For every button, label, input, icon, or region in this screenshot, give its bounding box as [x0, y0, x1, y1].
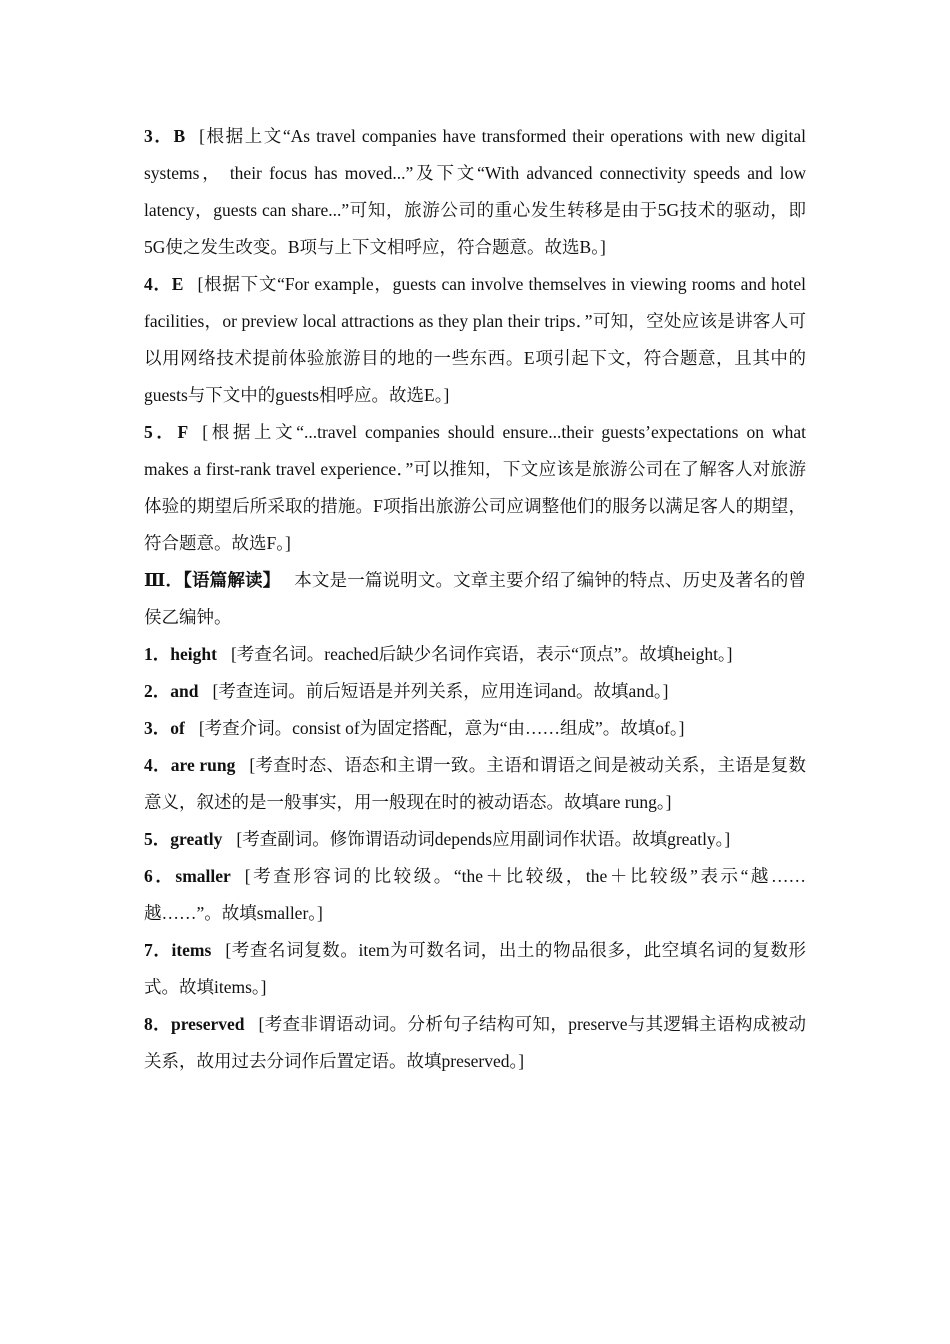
answer-item-3-of [144, 710, 806, 747]
section-summary: 本文是一篇说明文。文章主要介绍了编钟的特点、历史及著名的曾侯乙编钟。 [144, 570, 807, 627]
item-explanation: [考查名词。reached后缺少名词作宾语，表示“顶点”。故填height。] [230, 644, 733, 664]
answer-item-8-preserved [144, 1006, 806, 1080]
answer-item-7-items [144, 932, 806, 1006]
answer-item-4-are-rung [144, 747, 806, 821]
item-answer: greatly [170, 829, 223, 849]
item-number: 4． [144, 274, 172, 294]
item-answer: are rung [170, 755, 236, 775]
answer-item-5-greatly [144, 821, 806, 858]
item-explanation: [根据上文“As travel companies have transformed their operations with new digital systems， their focus has moved...”及下文“With advanced connectivity speeds and low latency，guests can share...”可知，旅游公司的重心发生转移是由于5G技术的驱动，即5G使之发生改变。B项与上下文相呼应，符合题意。故选B。] [144, 126, 806, 257]
answer-item-6-smaller [144, 858, 806, 932]
item-answer: smaller [175, 866, 231, 886]
section-number: Ⅲ． [144, 570, 184, 590]
item-explanation: [考查名词复数。item为可数名词，出土的物品很多，此空填名词的复数形式。故填items。] [144, 940, 807, 997]
item-number: 5． [144, 422, 178, 442]
item-explanation: [根据上文“...travel companies should ensure...their guests’expectations on what makes a first-rank travel experience．”可以推知，下文应该是旅游公司在了解客人对旅游体验的期望后所采取的措施。F项指出旅游公司应调整他们的服务以满足客人的期望，符合题意。故选F。] [144, 422, 806, 553]
item-number: 1． [144, 644, 171, 664]
item-answer: preserved [170, 1014, 245, 1034]
section-heading: 【语篇解读】 [183, 570, 281, 590]
item-number: 2． [144, 681, 171, 701]
item-number: 8． [144, 1014, 171, 1034]
item-answer: B [173, 126, 186, 146]
answer-item-3b [144, 118, 806, 266]
item-explanation: [考查时态、语态和主谓一致。主语和谓语之间是被动关系，主语是复数意义，叙述的是一般事实，用一般现在时的被动语态。故填are rung。] [144, 755, 807, 812]
item-explanation: [考查形容词的比较级。“the＋比较级，the＋比较级”表示“越……越……”。故填smaller。] [144, 866, 807, 923]
item-answer: and [170, 681, 199, 701]
item-answer: items [171, 940, 212, 960]
item-number: 5． [144, 829, 171, 849]
item-number: 6． [144, 866, 176, 886]
item-explanation: [考查非谓语动词。分析句子结构可知，preserve与其逻辑主语构成被动关系，故用过去分词作后置定语。故填preserved。] [144, 1014, 807, 1071]
item-answer: F [177, 422, 189, 442]
item-explanation: [根据下文“For example，guests can involve themselves in viewing rooms and hotel facilities，or preview local attractions as they plan their trips．”可知，空处应该是讲客人可以用网络技术提前体验旅游目的地的一些东西。E项引起下文，符合题意，且其中的guests与下文中的guests相呼应。故选E。] [144, 274, 807, 405]
item-answer: height [170, 644, 217, 664]
item-explanation: [考查副词。修饰谓语动词depends应用副词作状语。故填greatly。] [236, 829, 731, 849]
answer-item-2-and [144, 673, 806, 710]
item-answer: E [171, 274, 184, 294]
item-number: 3． [144, 718, 171, 738]
item-answer: of [170, 718, 185, 738]
item-explanation: [考查介词。consist of为固定搭配，意为“由……组成”。故填of。] [198, 718, 685, 738]
item-number: 7． [144, 940, 172, 960]
item-number: 4． [144, 755, 171, 775]
answer-explanations [144, 118, 806, 1080]
answer-item-1-height [144, 636, 806, 673]
section-iii-passage-summary [144, 562, 806, 636]
answer-item-5f [144, 414, 806, 562]
answer-item-4e [144, 266, 806, 414]
item-number: 3． [144, 126, 174, 146]
item-explanation: [考查连词。前后短语是并列关系，应用连词and。故填and。] [212, 681, 669, 701]
